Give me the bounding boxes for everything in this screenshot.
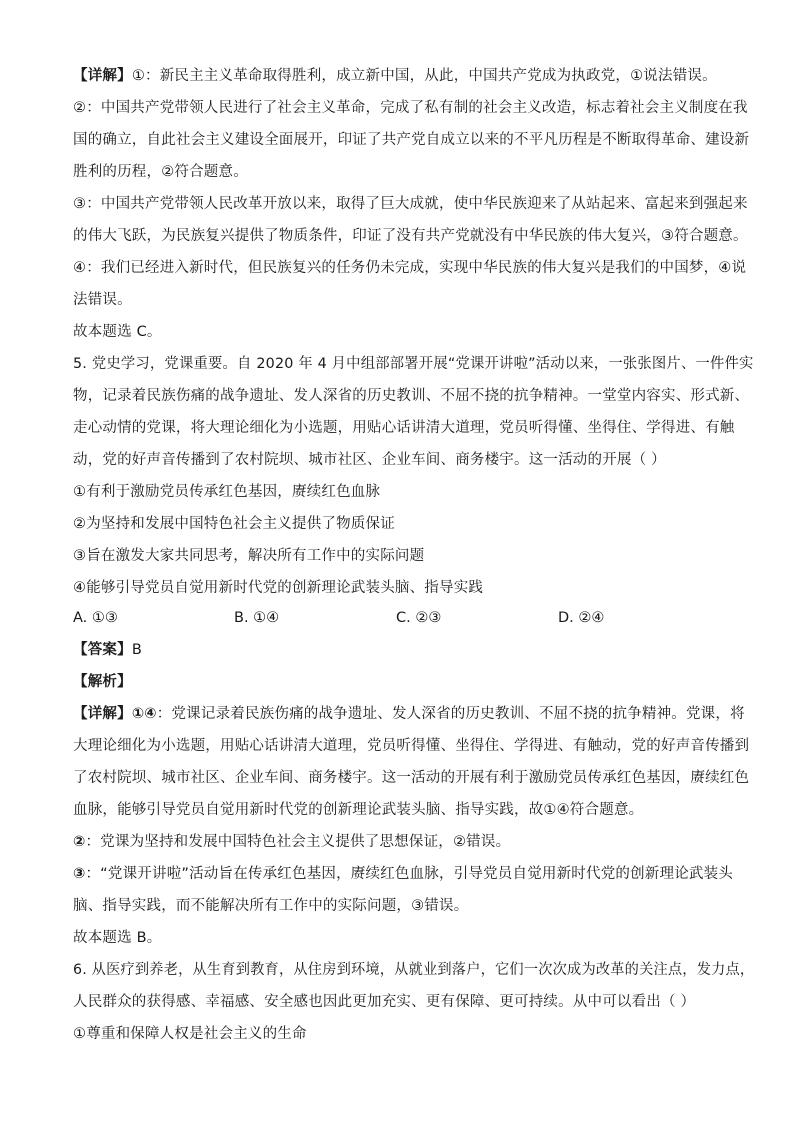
- question-6-stem: 6. 从医疗到养老，从生育到教育，从住房到环境，从就业到落户，它们一次次成为改革的关注点，发力点，: [73, 962, 755, 978]
- statement-1: ①有利于激励党员传承红色基因，赓续红色血脉: [73, 484, 381, 500]
- text-line: 脑、指导实践，而不能解决所有工作中的实际问题，③错误。: [73, 898, 469, 914]
- question-5-stem: 5. 党史学习，党课重要。自 2020 年 4 月中组部部署开展“党课开讲啦”活动以来，一张张图片、一件件实: [73, 356, 754, 372]
- statement-1: ①尊重和保障人权是社会主义的生命: [73, 1026, 307, 1042]
- text-line: 【详解】①④：党课记录着民族伤痛的战争遗址、发人深省的历史教训、不屈不挠的抗争精神。党课，将: [73, 706, 745, 722]
- text-line: 故本题选 B。: [73, 930, 162, 946]
- statement-4: ④能够引导党员自觉用新时代党的创新理论武装头脑、指导实践: [73, 580, 484, 596]
- text-line: 动，党的好声音传播到了农村院坝、城市社区、企业车间、商务楼宇。这一活动的开展（ ）: [73, 452, 666, 468]
- option-c: C. ②③: [396, 610, 442, 626]
- text-line: ③：“党课开讲啦”活动旨在传承红色基因，赓续红色血脉，引导党员自觉用新时代党的创新理论武装头: [73, 866, 734, 882]
- text-line: ④：我们已经进入新时代，但民族复兴的任务仍未完成，实现中华民族的伟大复兴是我们的中国梦，④说: [73, 260, 747, 276]
- text-line: ③：中国共产党带领人民改革开放以来，取得了巨大成就，使中华民族迎来了从站起来、富起来到强起来: [73, 196, 748, 212]
- text-line: 人民群众的获得感、幸福感、安全感也因此更加充实、更有保障、更可持续。从中可以看出（ ）: [73, 994, 696, 1010]
- text-line: 物，记录着民族伤痛的战争遗址、发人深省的历史教训、不屈不挠的抗争精神。一堂堂内容实、形式新、: [73, 388, 750, 404]
- text-line: ②：中国共产党带领人民进行了社会主义革命，完成了私有制的社会主义改造，标志着社会主义制度在我: [73, 100, 748, 116]
- option-b: B. ①④: [234, 610, 280, 626]
- text-line: 了农村院坝、城市社区、企业车间、商务楼宇。这一活动的开展有利于激励党员传承红色基因，赓续红色: [73, 770, 750, 786]
- answer-tag: 【答案】: [73, 642, 132, 658]
- text-line: 胜利的历程，②符合题意。: [73, 164, 248, 180]
- text-line: 法错误。: [73, 292, 132, 308]
- text-line: 国的确立，自此社会主义建设全面展开，印证了共产党自成立以来的不平凡历程是不断取得革命、建设新: [73, 132, 750, 148]
- option-a: A. ①③: [73, 610, 118, 626]
- answer-line: [73, 640, 142, 660]
- answer-value: B: [131, 642, 142, 658]
- text-line: 血脉，能够引导党员自觉用新时代党的创新理论武装头脑、指导实践，故①④符合题意。: [73, 802, 644, 818]
- option-d: D. ②④: [558, 610, 605, 626]
- statement-2: ②为坚持和发展中国特色社会主义提供了物质保证: [73, 516, 395, 532]
- text-line: 走心动情的党课，将大理论细化为小选题，用贴心话讲清大道理，党员听得懂、坐得住、学得进、有触: [73, 420, 735, 436]
- text-line: 【详解】①：新民主主义革命取得胜利，成立新中国，从此，中国共产党成为执政党，①说法错误。: [73, 68, 717, 84]
- detail-tag: 【详解】: [73, 68, 132, 84]
- text-line: 的伟大飞跃，为民族复兴提供了物质条件，印证了没有共产党就没有中华民族的伟大复兴，③符合题意。: [73, 228, 748, 244]
- text-line: 大理论细化为小选题，用贴心话讲清大道理，党员听得懂、坐得住、学得进、有触动，党的好声音传播到: [73, 738, 750, 754]
- analysis-tag: 【解析】: [73, 674, 132, 690]
- text-line: 故本题选 C。: [73, 324, 162, 340]
- statement-3: ③旨在激发大家共同思考，解决所有工作中的实际问题: [73, 548, 425, 564]
- text-line: ②：党课为坚持和发展中国特色社会主义提供了思想保证，②错误。: [73, 834, 511, 850]
